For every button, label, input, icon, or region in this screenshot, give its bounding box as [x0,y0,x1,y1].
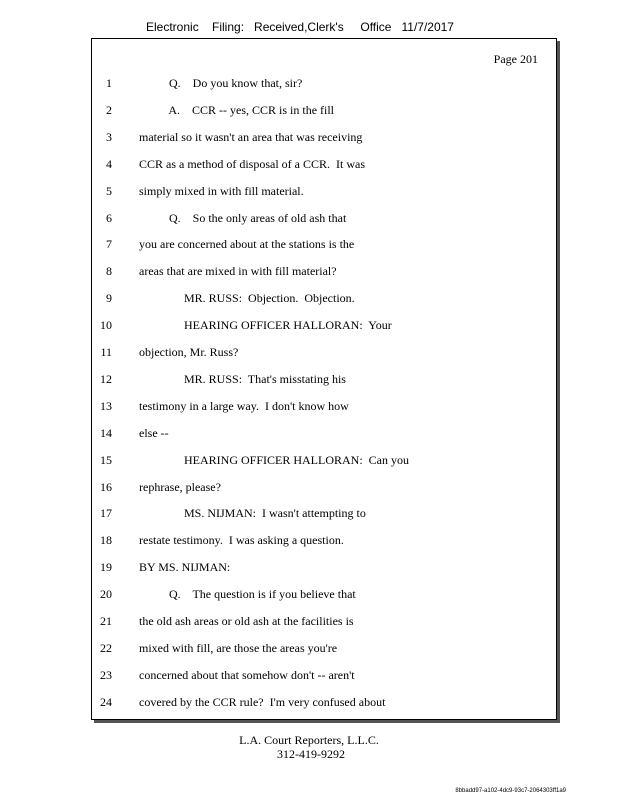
line-number: 22 [100,640,112,655]
transcript-line [92,318,556,345]
transcript-line [92,641,556,668]
transcript-line [92,506,556,533]
line-number: 20 [100,587,112,602]
filing-header: Electronic Filing: Received,Clerk's Office 11/7/2017 [146,20,454,34]
transcript-line [92,587,556,614]
line-number: 3 [106,129,112,144]
line-text: simply mixed in with fill material. [139,183,304,198]
line-text: the old ash areas or old ash at the facilities is [139,614,354,628]
line-text: concerned about that somehow don't -- aren't [139,667,355,682]
line-text: Q. So the only areas of old ash that [139,210,347,225]
line-text: restate testimony. I was asking a question. [139,533,344,548]
line-number: 11 [100,345,112,359]
line-number: 1 [106,76,112,90]
line-text: areas that are mixed in with fill material? [139,264,337,279]
line-number: 6 [106,210,112,225]
transcript-line [92,480,556,507]
transcript-line [92,533,556,560]
line-number: 13 [100,398,112,413]
transcript-line [92,76,556,103]
line-text: HEARING OFFICER HALLORAN: Can you [139,452,409,467]
line-number: 17 [100,506,112,521]
page-number: Page 201 [493,52,538,66]
line-text: mixed with fill, are those the areas you're [139,640,338,655]
transcript-line [92,157,556,184]
footer-company: L.A. Court Reporters, L.L.C. [239,733,379,747]
transcript-line [92,399,556,426]
transcript-line [92,695,556,722]
transcript-line [92,426,556,453]
line-text: BY MS. NIJMAN: [139,560,231,575]
transcript-page [91,38,557,720]
line-number: 18 [100,533,112,548]
line-number: 2 [106,102,112,117]
transcript-line [92,614,556,641]
line-text: you are concerned about at the stations is the [139,237,355,252]
line-text: CCR as a method of disposal of a CCR. It was [139,156,365,171]
line-text: material so it wasn't an area that was receiving [139,129,363,144]
line-number: 12 [100,371,112,386]
line-text: testimony in a large way. I don't know how [139,398,349,413]
line-text: else -- [139,425,169,440]
transcript-line [92,345,556,372]
line-number: 7 [106,237,112,252]
line-number: 19 [100,560,112,575]
line-number: 15 [100,452,112,467]
line-text: covered by the CCR rule? I'm very confused about [139,694,386,709]
line-number: 23 [100,667,112,682]
line-text: HEARING OFFICER HALLORAN: Your [139,318,392,333]
line-text: A. CCR -- yes, CCR is in the fill [139,102,335,117]
document-hash: 8bbadd97-a102-4dc9-93c7-2064303ff1a9 [455,788,566,794]
line-text: MS. NIJMAN: I wasn't attempting to [139,506,366,521]
line-number: 5 [106,183,112,198]
transcript-line [92,453,556,480]
transcript-line [92,372,556,399]
line-number: 14 [100,425,112,440]
transcript-line [92,237,556,264]
line-text: Q. Do you know that, sir? [139,76,303,90]
transcript-line [92,264,556,291]
line-text: MR. RUSS: That's misstating his [139,371,346,386]
line-text: rephrase, please? [139,479,221,494]
line-number: 9 [106,291,112,306]
line-number: 21 [100,614,112,628]
line-text: Q. The question is if you believe that [139,587,356,602]
transcript-line [92,130,556,157]
transcript-line [92,291,556,318]
line-number: 10 [100,318,112,333]
transcript-line [92,560,556,587]
transcript-line [92,211,556,238]
line-number: 8 [106,264,112,279]
transcript-line [92,184,556,211]
line-text: MR. RUSS: Objection. Objection. [139,291,355,306]
transcript-line [92,103,556,130]
transcript-line [92,668,556,695]
line-text: objection, Mr. Russ? [139,345,239,359]
line-number: 16 [100,479,112,494]
line-number: 24 [100,694,112,709]
line-number: 4 [106,156,112,171]
footer-phone: 312-419-9292 [277,747,345,761]
